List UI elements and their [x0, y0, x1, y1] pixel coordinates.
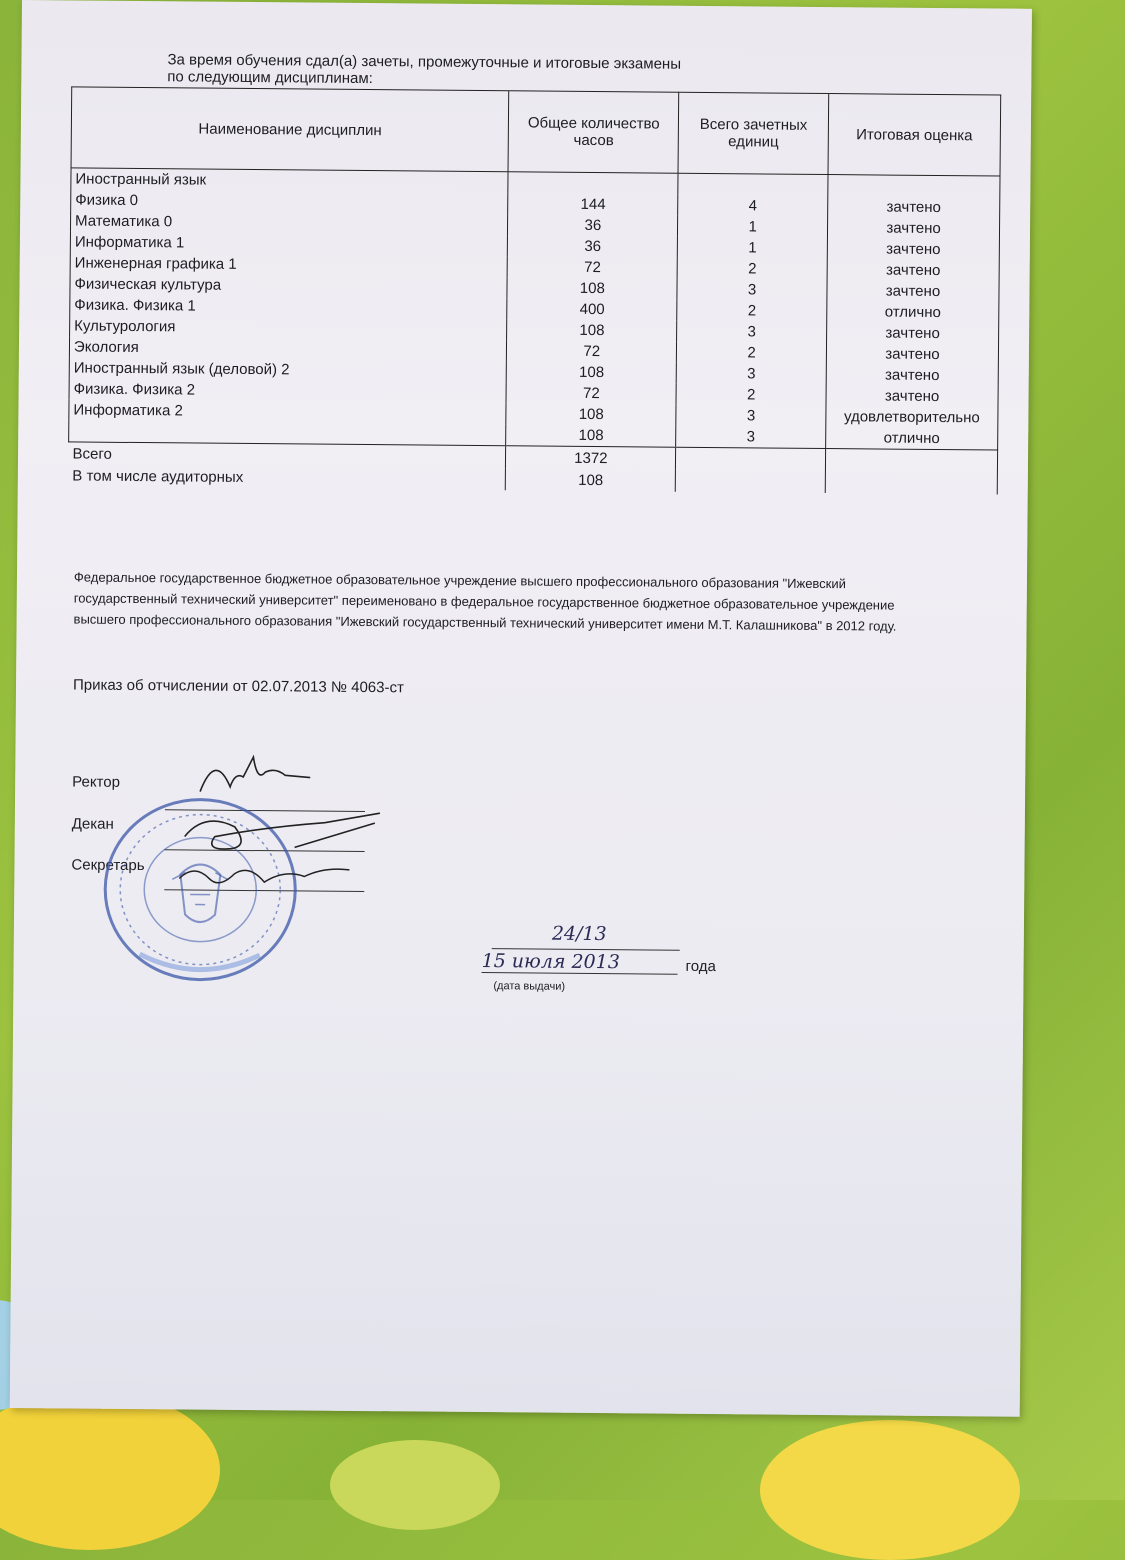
- hours-cell: 108: [507, 277, 677, 299]
- header-discipline: Наименование дисциплин: [71, 87, 509, 172]
- credits-cell: [678, 173, 828, 196]
- auditory-hours: 108: [506, 468, 676, 491]
- background-blob: [330, 1440, 500, 1530]
- grade-cell: отлично: [827, 301, 999, 323]
- hours-cell: 400: [507, 298, 677, 320]
- issue-date: 15 июля 2013: [481, 950, 620, 974]
- credits-cell: 3: [677, 279, 827, 301]
- rector-signature: [195, 747, 315, 798]
- secretary-signature: [174, 853, 354, 895]
- credits-cell: 1: [678, 237, 828, 259]
- hours-cell: 144: [508, 193, 678, 215]
- intro-line-2: по следующим дисциплинам:: [167, 68, 373, 88]
- credits-cell: 3: [676, 405, 826, 427]
- hours-cell: 108: [507, 319, 677, 341]
- discipline-name: Физическая культура: [70, 273, 508, 298]
- grade-cell: зачтено: [827, 238, 999, 260]
- grade-cell: зачтено: [827, 217, 999, 239]
- rename-notice: Федеральное государственное бюджетное образовательное учреждение высшего профессионального образования "Ижевский государственный технический университет" переименовано в федеральное государственное бюджетное образовательное учреждение высшего профессионального образования "Ижевский государственный технический университет имени М.Т. Калашникова" в 2012 году.: [73, 569, 897, 634]
- table-header-row: [71, 87, 1001, 176]
- grade-cell: зачтено: [827, 280, 999, 302]
- credits-cell: 2: [677, 342, 827, 364]
- hours-cell: 72: [507, 340, 677, 362]
- registration-number: 24/13: [551, 922, 607, 946]
- credits-cell: 2: [676, 384, 826, 406]
- discipline-name: Инженерная графика 1: [70, 252, 508, 277]
- year-word: года: [685, 957, 716, 976]
- header-hours: Общее количество часов: [508, 91, 678, 173]
- credits-cell: 2: [677, 258, 827, 280]
- header-grade: Итоговая оценка: [828, 94, 1001, 176]
- grade-cell: отлично: [826, 427, 998, 450]
- credits-cell: 2: [677, 300, 827, 322]
- auditory-credits-empty: [675, 470, 825, 493]
- total-credits-empty: [676, 447, 826, 471]
- discipline-name: Физика 0: [71, 189, 509, 214]
- auditory-grade-empty: [825, 471, 997, 494]
- hours-cell: 36: [508, 214, 678, 236]
- intro-line-1: За время обучения сдал(а) зачеты, промежуточные и итоговые экзамены: [167, 51, 682, 73]
- credits-cell: 3: [677, 321, 827, 343]
- credits-cell: 4: [678, 195, 828, 217]
- discipline-name: Математика 0: [70, 210, 508, 235]
- grade-cell: зачтено: [826, 343, 998, 365]
- date-line: [482, 972, 678, 975]
- discipline-name: Информатика 2: [69, 399, 507, 424]
- total-hours: 1372: [506, 446, 676, 470]
- grade-cell: зачтено: [827, 322, 999, 344]
- auditory-label: В том числе аудиторных: [72, 466, 244, 486]
- discipline-name: Информатика 1: [70, 231, 508, 256]
- intro-text: [167, 51, 681, 89]
- discipline-name: Физика. Физика 2: [69, 378, 507, 403]
- expulsion-order: Приказ об отчислении от 02.07.2013 № 4063-ст: [72, 676, 404, 697]
- credits-cell: 3: [676, 426, 826, 449]
- hours-cell: 72: [508, 256, 678, 278]
- discipline-name: Экология: [69, 336, 507, 361]
- grade-cell: зачтено: [826, 385, 998, 407]
- hours-cell: 108: [507, 361, 677, 383]
- total-grade-empty: [825, 449, 997, 473]
- dean-signature: [175, 806, 385, 858]
- hours-cell: 108: [506, 403, 676, 425]
- issue-date-caption: (дата выдачи): [493, 980, 566, 993]
- header-credits: Всего зачетных единиц: [678, 92, 828, 174]
- grade-cell: [828, 175, 1000, 198]
- grade-cell: зачтено: [828, 196, 1000, 218]
- discipline-name: Физика. Физика 1: [70, 294, 508, 319]
- credits-cell: 3: [676, 363, 826, 385]
- rector-label: Ректор: [72, 773, 121, 791]
- hours-cell: [508, 172, 678, 195]
- discipline-name: Иностранный язык (деловой) 2: [69, 357, 507, 382]
- dean-label: Декан: [71, 815, 114, 833]
- secretary-label: Секретарь: [71, 856, 145, 875]
- hours-cell: 108: [506, 424, 676, 447]
- background-blob: [760, 1420, 1020, 1560]
- hours-cell: 36: [508, 235, 678, 257]
- credits-cell: 1: [678, 216, 828, 238]
- total-label: Всего: [72, 444, 112, 463]
- hours-cell: 72: [506, 382, 676, 404]
- grade-cell: зачтено: [827, 259, 999, 281]
- document-page: [10, 0, 1032, 1417]
- grade-cell: удовлетворительно: [826, 406, 998, 428]
- discipline-name: Иностранный язык: [71, 168, 509, 193]
- background-blob: [0, 1390, 220, 1550]
- grades-table: [68, 86, 1001, 494]
- discipline-name: Культурология: [70, 315, 508, 340]
- grade-cell: зачтено: [826, 364, 998, 386]
